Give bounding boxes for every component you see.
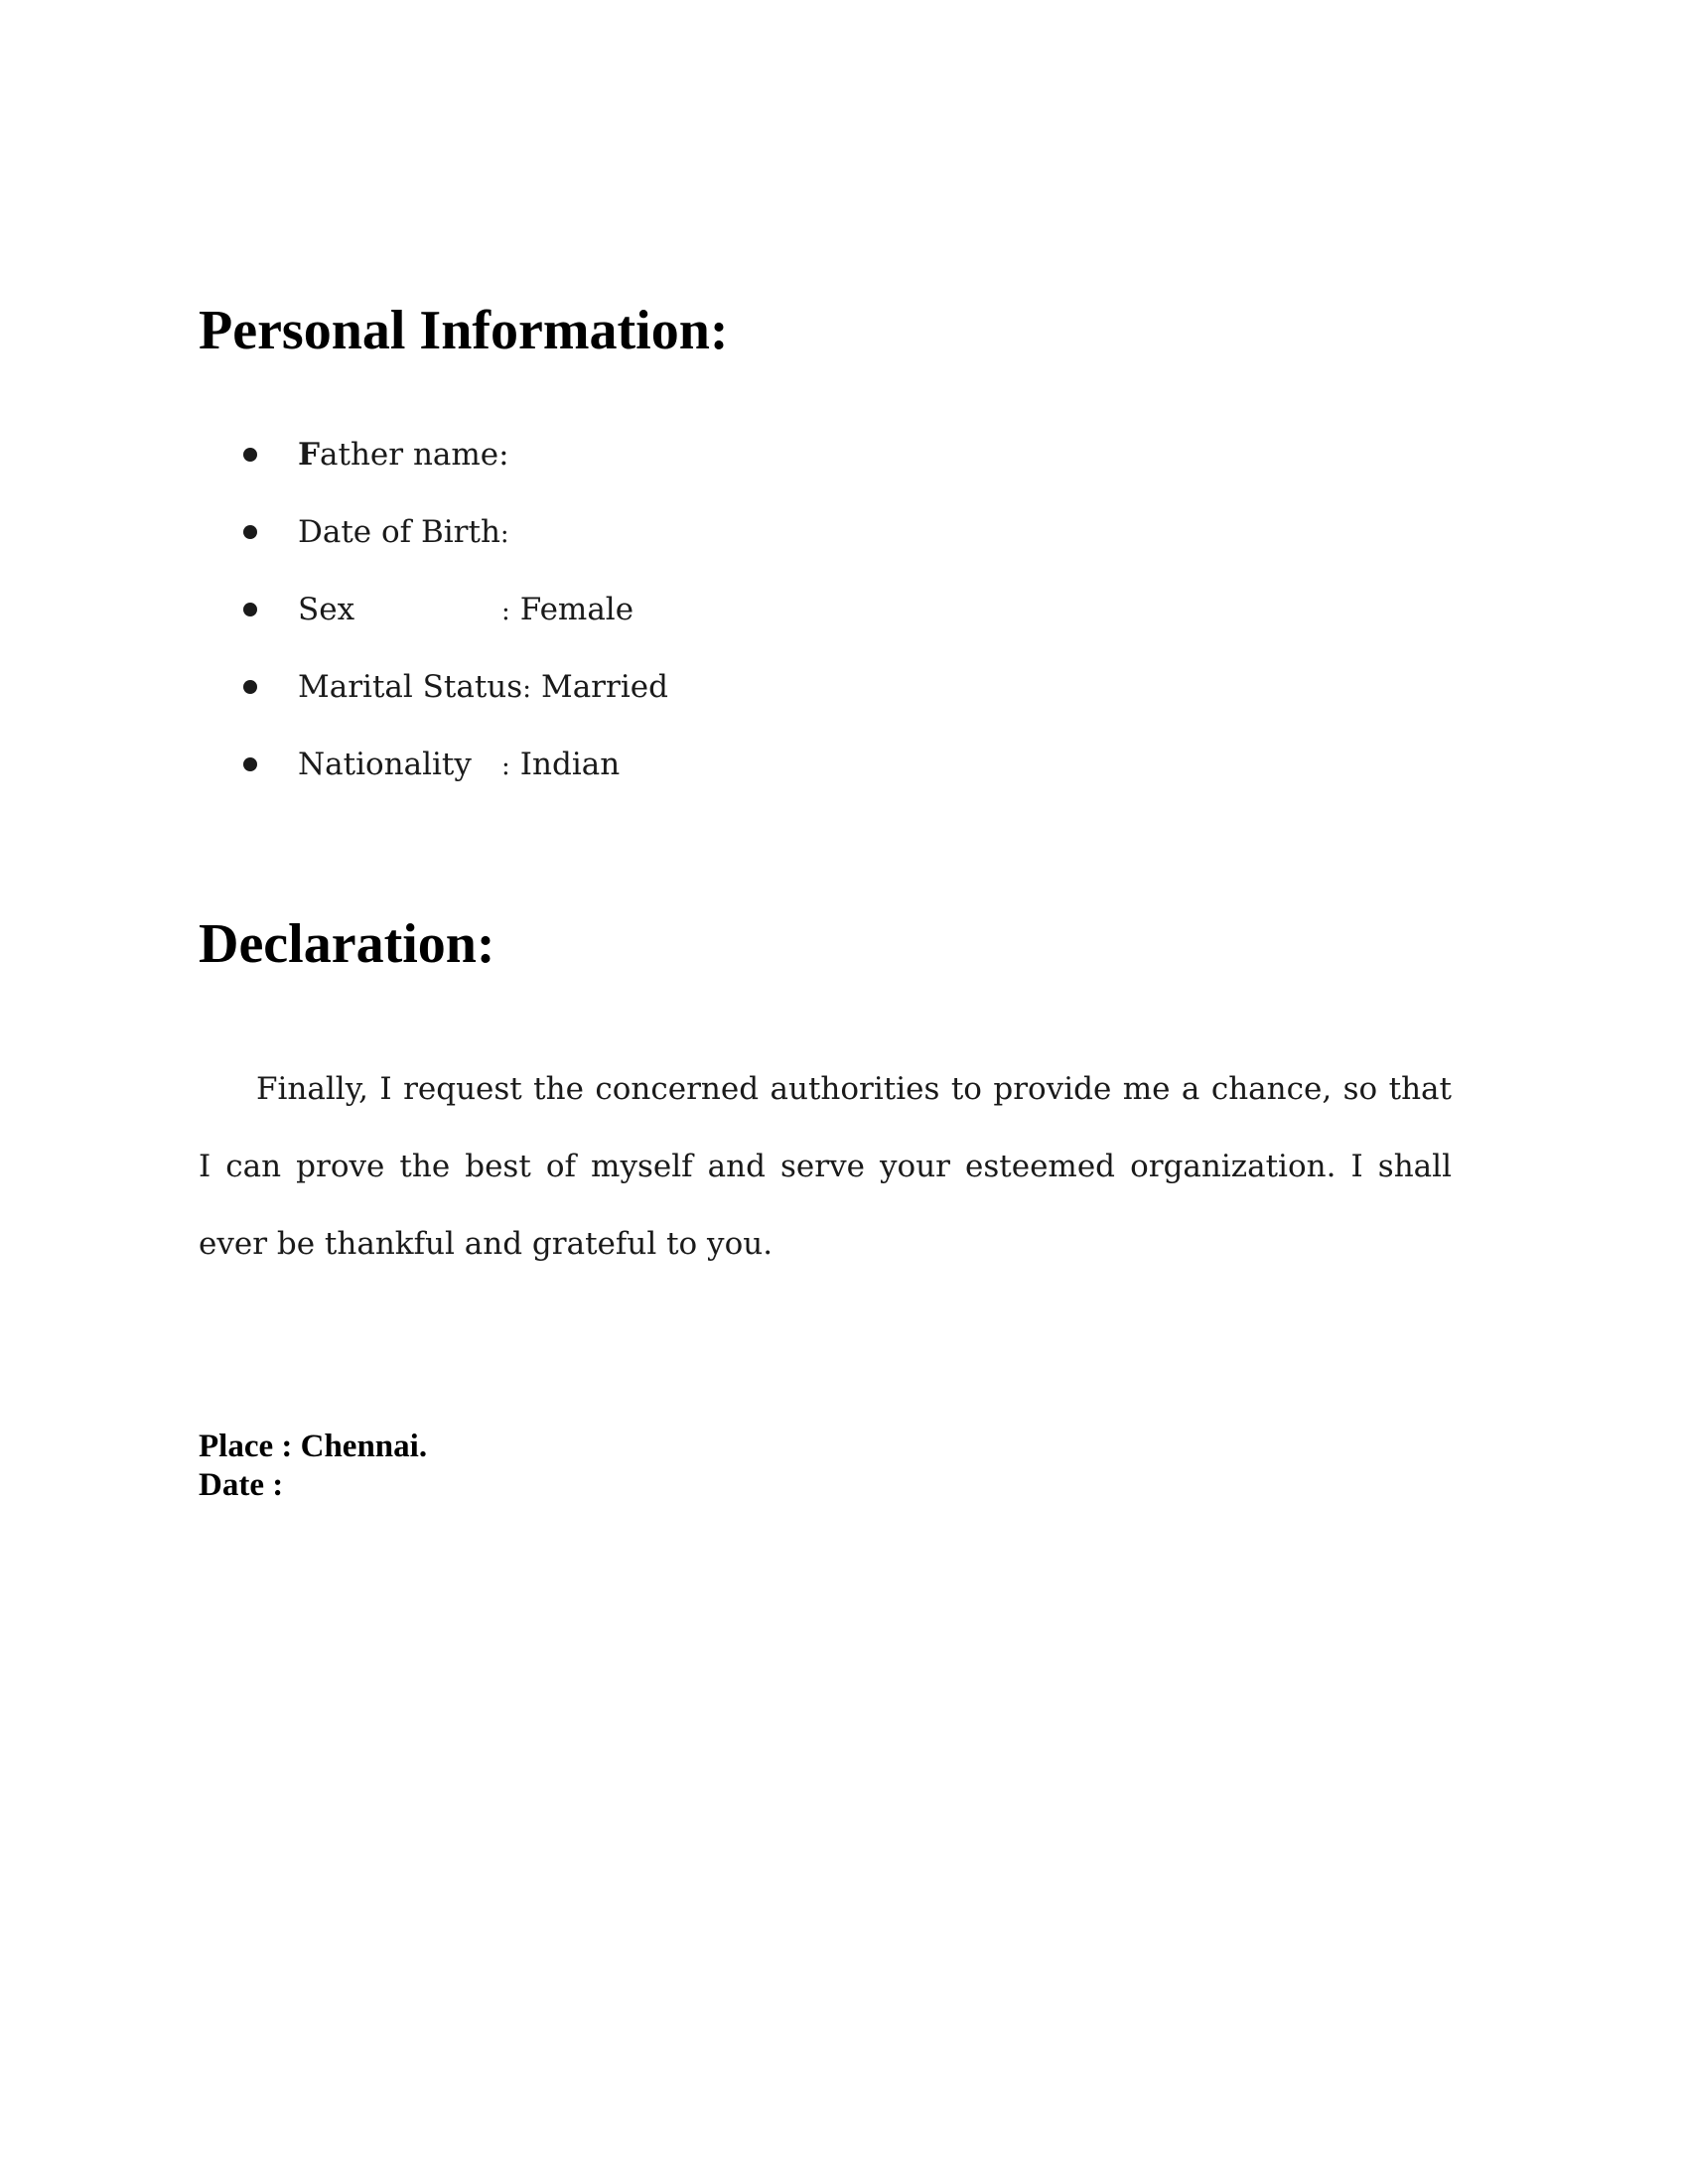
date-line	[199, 1465, 283, 1505]
bullet-icon	[243, 757, 257, 771]
declaration-heading: Declaration:	[199, 913, 495, 975]
declaration-paragraph: Finally, I request the concerned authorities to provide me a chance, so that I can prove the best of myself and serve your esteemed organization. I shall ever be thankful and grateful to you.	[199, 1071, 1452, 1262]
personal-information-heading: Personal Information:	[199, 300, 729, 361]
father-name-label: ather name:	[320, 437, 509, 473]
bullet-icon	[243, 603, 257, 616]
date-of-birth-colon: :	[499, 519, 509, 549]
sex-colon: :	[501, 597, 510, 626]
place-line	[199, 1427, 427, 1466]
nationality-value: Indian	[519, 747, 621, 782]
place-label: Place :	[199, 1429, 293, 1464]
marital-status-colon: :	[522, 674, 531, 704]
nationality-label: Nationality	[298, 747, 472, 782]
sex-label: Sex	[298, 592, 355, 627]
sex-value: Female	[519, 592, 634, 627]
marital-status-label: Marital Status	[298, 669, 523, 705]
date-of-birth-label: Date of Birth	[298, 514, 500, 550]
father-name-label-initial: F	[298, 437, 321, 473]
place-value: Chennai.	[300, 1429, 428, 1464]
marital-status-value: Married	[540, 669, 668, 705]
bullet-icon	[243, 525, 257, 539]
bullet-icon	[243, 680, 257, 694]
bullet-icon	[243, 448, 257, 462]
date-label: Date :	[199, 1467, 284, 1503]
nationality-colon: :	[501, 751, 510, 781]
